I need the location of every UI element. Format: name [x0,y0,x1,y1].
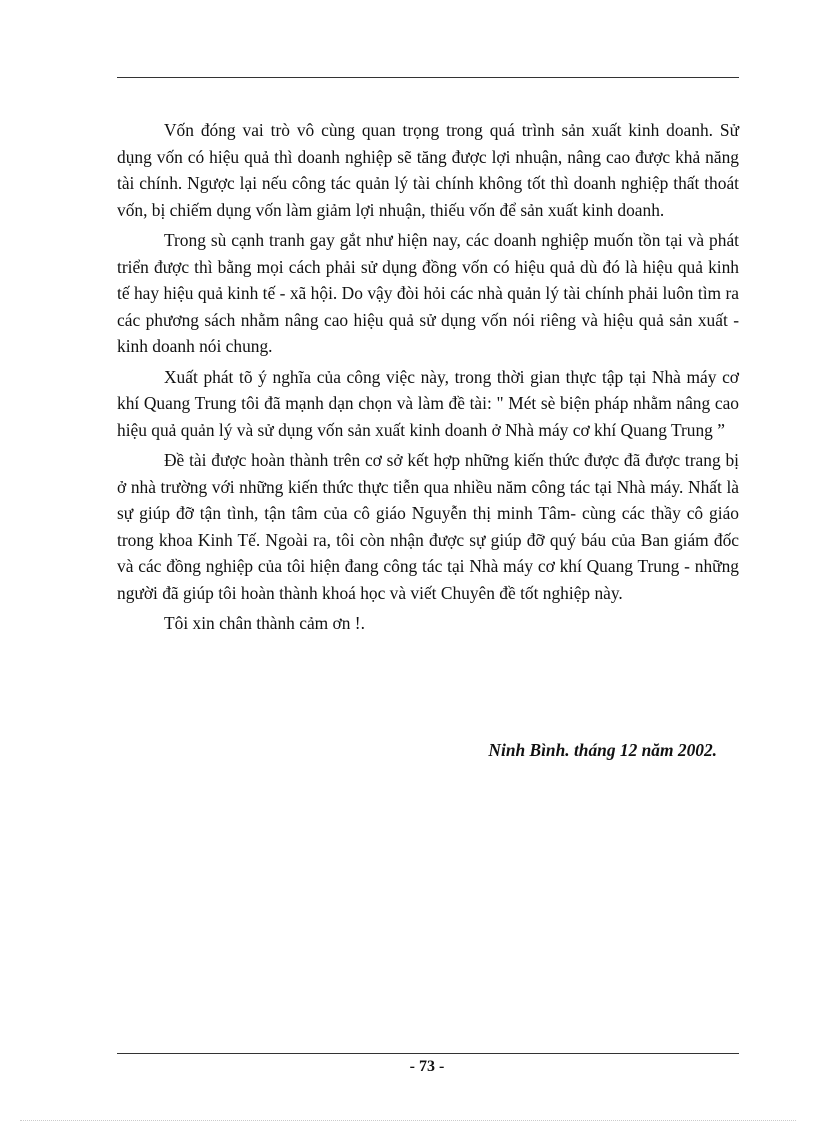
paragraph-5: Tôi xin chân thành cảm ơn !. [164,613,365,633]
header-rule [117,77,739,78]
footer-rule [117,1053,739,1054]
paragraph-2: Trong sù cạnh tranh gay gắt như hiện nay, các doanh nghiệp muốn tồn tại và phát triển được thì bằng mọi cách phải sử dụng đồng vốn có hiệu quả dù đó là hiệu quả kinh tế hay hiệu quả kinh tế - xã hội. Do vậy đòi hỏi các nhà quản lý tài chính phải luôn tìm ra các phương sách nhằm nâng cao hiệu quả sử dụng vốn nói riêng và hiệu quả sản xuất - kinh doanh nói chung. [117,230,739,356]
paragraph-4: Đề tài được hoàn thành trên cơ sở kết hợp những kiến thức được đã được trang bị ở nhà trường với những kiến thức thực tiễn qua nhiều năm công tác tại Nhà máy. Nhất là sự giúp đỡ tận tình, tận tâm của cô giáo Nguyễn thị minh Tâm- cùng các thầy cô giáo trong khoa Kinh Tế. Ngoài ra, tôi còn nhận được sự giúp đỡ quý báu của Ban giám đốc và các đồng nghiệp của tôi hiện đang công tác tại Nhà máy cơ khí Quang Trung - những người đã giúp tôi hoàn thành khoá học và viết Chuyên đề tốt nghiệp này. [117,450,739,603]
page-number: - 73 - [409,1058,445,1075]
body-text [117,117,739,637]
paragraph-1: Vốn đóng vai trò vô cùng quan trọng trong quá trình sản xuất kinh doanh. Sử dụng vốn có hiệu quả thì doanh nghiệp sẽ tăng được lợi nhuận, nâng cao được khả năng tài chính. Ngược lại nếu công tác quản lý tài chính không tốt thì doanh nghiệp thất thoát vốn, bị chiếm dụng vốn làm giảm lợi nhuận, thiếu vốn để sản xuất kinh doanh. [117,120,739,220]
paragraph-3: Xuất phát tõ ý nghĩa của công việc này, trong thời gian thực tập tại Nhà máy cơ khí Quang Trung tôi đã mạnh dạn chọn và làm đề tài: " Mét sè biện pháp nhằm nâng cao hiệu quả quản lý và sử dụng vốn sản xuất kinh doanh ở Nhà máy cơ khí Quang Trung ” [117,366,739,440]
signature-date: Ninh Bình. tháng 12 năm 2002. [488,740,717,760]
page-edge-divider [20,1120,796,1121]
